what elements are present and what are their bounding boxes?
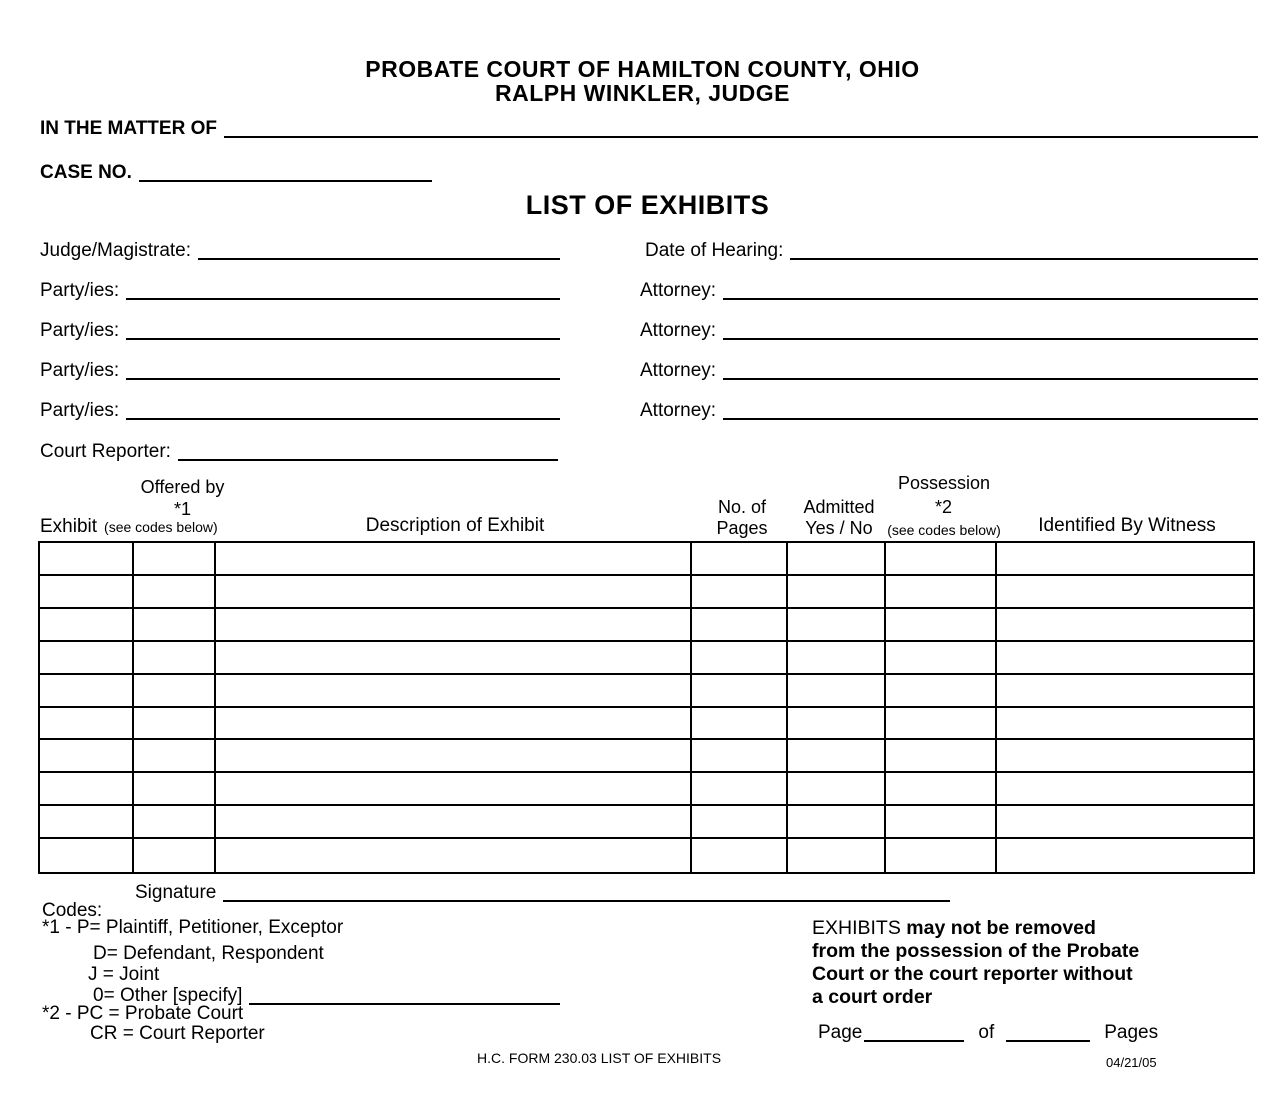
party-label-1: Party/ies: <box>40 280 120 301</box>
table-cell[interactable] <box>788 609 886 642</box>
party-label-4: Party/ies: <box>40 400 120 421</box>
form-revision-date: 04/21/05 <box>1106 1055 1157 1070</box>
table-cell[interactable] <box>997 773 1253 806</box>
signature-input-line[interactable] <box>223 900 950 902</box>
court-reporter-input-line[interactable] <box>178 459 558 461</box>
form-id: H.C. FORM 230.03 LIST OF EXHIBITS <box>477 1050 722 1066</box>
description-header: Description of Exhibit <box>365 515 545 536</box>
table-cell[interactable] <box>40 773 134 806</box>
table-cell[interactable] <box>216 740 692 773</box>
table-cell[interactable] <box>40 642 134 675</box>
pages-header-line1: No. of <box>717 497 767 517</box>
form-title: LIST OF EXHIBITS <box>525 190 770 220</box>
notice-line-4: a court order <box>812 986 933 1008</box>
offered-by-header: Offered by <box>140 477 225 497</box>
table-cell[interactable] <box>692 609 788 642</box>
party-row-1 <box>40 281 560 301</box>
table-cell[interactable] <box>997 740 1253 773</box>
attorney-row-3 <box>640 361 1258 381</box>
table-cell[interactable] <box>134 675 216 708</box>
case-no-label: CASE NO. <box>40 162 132 183</box>
table-cell[interactable] <box>692 708 788 741</box>
party-row-4 <box>40 401 560 421</box>
table-cell[interactable] <box>886 543 997 576</box>
table-cell[interactable] <box>997 642 1253 675</box>
table-cell[interactable] <box>216 543 692 576</box>
court-reporter-row <box>40 442 558 462</box>
table-cell[interactable] <box>788 543 886 576</box>
table-cell[interactable] <box>997 708 1253 741</box>
case-no-row <box>40 163 432 183</box>
table-cell[interactable] <box>216 806 692 839</box>
possession-header: Possession <box>897 473 991 493</box>
table-cell[interactable] <box>886 609 997 642</box>
table-cell[interactable] <box>692 806 788 839</box>
attorney-input-line-4[interactable] <box>723 418 1258 420</box>
table-cell[interactable] <box>692 576 788 609</box>
table-cell[interactable] <box>788 675 886 708</box>
attorney-input-line-3[interactable] <box>723 378 1258 380</box>
page-number-line[interactable] <box>864 1040 964 1042</box>
offered-by-subheader: (see codes below) <box>104 519 218 535</box>
table-cell[interactable] <box>788 576 886 609</box>
attorney-row-2 <box>640 321 1258 341</box>
table-cell[interactable] <box>216 839 692 872</box>
judge-name: RALPH WINKLER, JUDGE <box>495 80 790 106</box>
judge-magistrate-label: Judge/Magistrate: <box>40 240 192 261</box>
attorney-label-2: Attorney: <box>640 320 717 341</box>
table-cell[interactable] <box>886 708 997 741</box>
notice-lead-word: EXHIBITS <box>812 917 901 939</box>
table-cell[interactable] <box>40 839 134 872</box>
codes-line-1: *1 - P= Plaintiff, Petitioner, Exceptor <box>42 917 344 938</box>
party-input-line-2[interactable] <box>126 338 560 340</box>
party-row-3 <box>40 361 560 381</box>
table-cell[interactable] <box>886 576 997 609</box>
table-cell[interactable] <box>886 839 997 872</box>
party-label-3: Party/ies: <box>40 360 120 381</box>
other-specify-input-line[interactable] <box>249 1003 560 1005</box>
court-reporter-label: Court Reporter: <box>40 441 171 462</box>
pages-header-line2: Pages <box>716 518 768 538</box>
exhibits-table <box>38 541 1255 874</box>
notice-line-1: may not be removed <box>900 917 1096 939</box>
date-of-hearing-input-line[interactable] <box>790 258 1258 260</box>
table-cell[interactable] <box>886 675 997 708</box>
matter-label: IN THE MATTER OF <box>40 118 217 139</box>
judge-magistrate-input-line[interactable] <box>198 258 560 260</box>
table-cell[interactable] <box>997 609 1253 642</box>
codes-line-4: 0= Other [specify] <box>93 985 243 1006</box>
identified-by-witness-header: Identified By Witness <box>1038 515 1216 536</box>
table-cell[interactable] <box>134 609 216 642</box>
table-cell[interactable] <box>216 708 692 741</box>
table-cell[interactable] <box>788 708 886 741</box>
total-pages-line[interactable] <box>1006 1040 1090 1042</box>
table-cell[interactable] <box>134 576 216 609</box>
table-cell[interactable] <box>997 806 1253 839</box>
attorney-row-1 <box>640 281 1258 301</box>
table-cell[interactable] <box>692 642 788 675</box>
party-row-2 <box>40 321 560 341</box>
attorney-input-line-2[interactable] <box>723 338 1258 340</box>
table-cell[interactable] <box>216 609 692 642</box>
exhibit-header: Exhibit <box>40 516 98 537</box>
table-cell[interactable] <box>997 839 1253 872</box>
attorney-label-1: Attorney: <box>640 280 717 301</box>
table-cell[interactable] <box>692 675 788 708</box>
admitted-header-line1: Admitted <box>803 497 875 517</box>
table-cell[interactable] <box>216 675 692 708</box>
party-input-line-3[interactable] <box>126 378 560 380</box>
codes-heading: Codes: <box>42 900 103 921</box>
table-cell[interactable] <box>997 543 1253 576</box>
table-cell[interactable] <box>134 708 216 741</box>
exhibit-header-group <box>40 516 218 538</box>
codes-line-3: J = Joint <box>88 964 160 985</box>
matter-input-line[interactable] <box>224 136 1258 138</box>
possession-subheader: (see codes below) <box>887 522 1001 538</box>
judge-magistrate-row <box>40 241 560 261</box>
table-cell[interactable] <box>134 740 216 773</box>
table-cell[interactable] <box>788 839 886 872</box>
attorney-label-4: Attorney: <box>640 400 717 421</box>
case-no-input-line[interactable] <box>139 180 432 182</box>
table-cell[interactable] <box>40 806 134 839</box>
attorney-input-line-1[interactable] <box>723 298 1258 300</box>
signature-row <box>135 883 950 903</box>
table-cell[interactable] <box>788 773 886 806</box>
table-cell[interactable] <box>997 675 1253 708</box>
pages-label: Pages <box>1104 1022 1159 1043</box>
party-input-line-4[interactable] <box>126 418 560 420</box>
matter-row <box>40 119 1258 139</box>
attorney-row-4 <box>640 401 1258 421</box>
notice-line-3: Court or the court reporter without <box>812 963 1133 985</box>
date-of-hearing-label: Date of Hearing: <box>645 240 784 261</box>
table-cell[interactable] <box>692 839 788 872</box>
table-cell[interactable] <box>40 543 134 576</box>
table-cell[interactable] <box>216 576 692 609</box>
attorney-label-3: Attorney: <box>640 360 717 381</box>
notice-line-2: from the possession of the Probate <box>812 940 1140 962</box>
page-label: Page <box>818 1022 863 1043</box>
table-cell[interactable] <box>692 740 788 773</box>
codes-line-5: *2 - PC = Probate Court <box>42 1003 244 1024</box>
date-of-hearing-row <box>645 241 1258 261</box>
table-cell[interactable] <box>997 576 1253 609</box>
table-cell[interactable] <box>40 708 134 741</box>
table-cell[interactable] <box>134 543 216 576</box>
table-cell[interactable] <box>886 740 997 773</box>
admitted-header-line2: Yes / No <box>805 518 873 538</box>
table-cell[interactable] <box>134 839 216 872</box>
table-cell[interactable] <box>40 740 134 773</box>
table-cell[interactable] <box>134 773 216 806</box>
table-cell[interactable] <box>40 609 134 642</box>
table-cell[interactable] <box>886 773 997 806</box>
table-cell[interactable] <box>788 740 886 773</box>
offered-by-code: *1 <box>173 499 191 519</box>
table-cell[interactable] <box>692 773 788 806</box>
table-cell[interactable] <box>40 576 134 609</box>
codes-line-2: D= Defendant, Respondent <box>93 943 324 964</box>
table-cell[interactable] <box>40 675 134 708</box>
table-cell[interactable] <box>886 806 997 839</box>
table-cell[interactable] <box>216 642 692 675</box>
table-cell[interactable] <box>134 642 216 675</box>
signature-label: Signature <box>135 882 217 903</box>
court-name: PROBATE COURT OF HAMILTON COUNTY, OHIO <box>365 56 920 82</box>
table-cell[interactable] <box>134 806 216 839</box>
table-cell[interactable] <box>886 642 997 675</box>
of-label: of <box>978 1022 995 1043</box>
pagination-row <box>818 1023 1186 1043</box>
court-header <box>20 57 1265 105</box>
table-cell[interactable] <box>692 543 788 576</box>
table-cell[interactable] <box>788 806 886 839</box>
possession-code: *2 <box>934 497 952 517</box>
table-cell[interactable] <box>216 773 692 806</box>
codes-line-6: CR = Court Reporter <box>90 1023 265 1044</box>
table-cell[interactable] <box>788 642 886 675</box>
exhibits-removal-notice <box>812 917 1252 1009</box>
party-input-line-1[interactable] <box>126 298 560 300</box>
party-label-2: Party/ies: <box>40 320 120 341</box>
